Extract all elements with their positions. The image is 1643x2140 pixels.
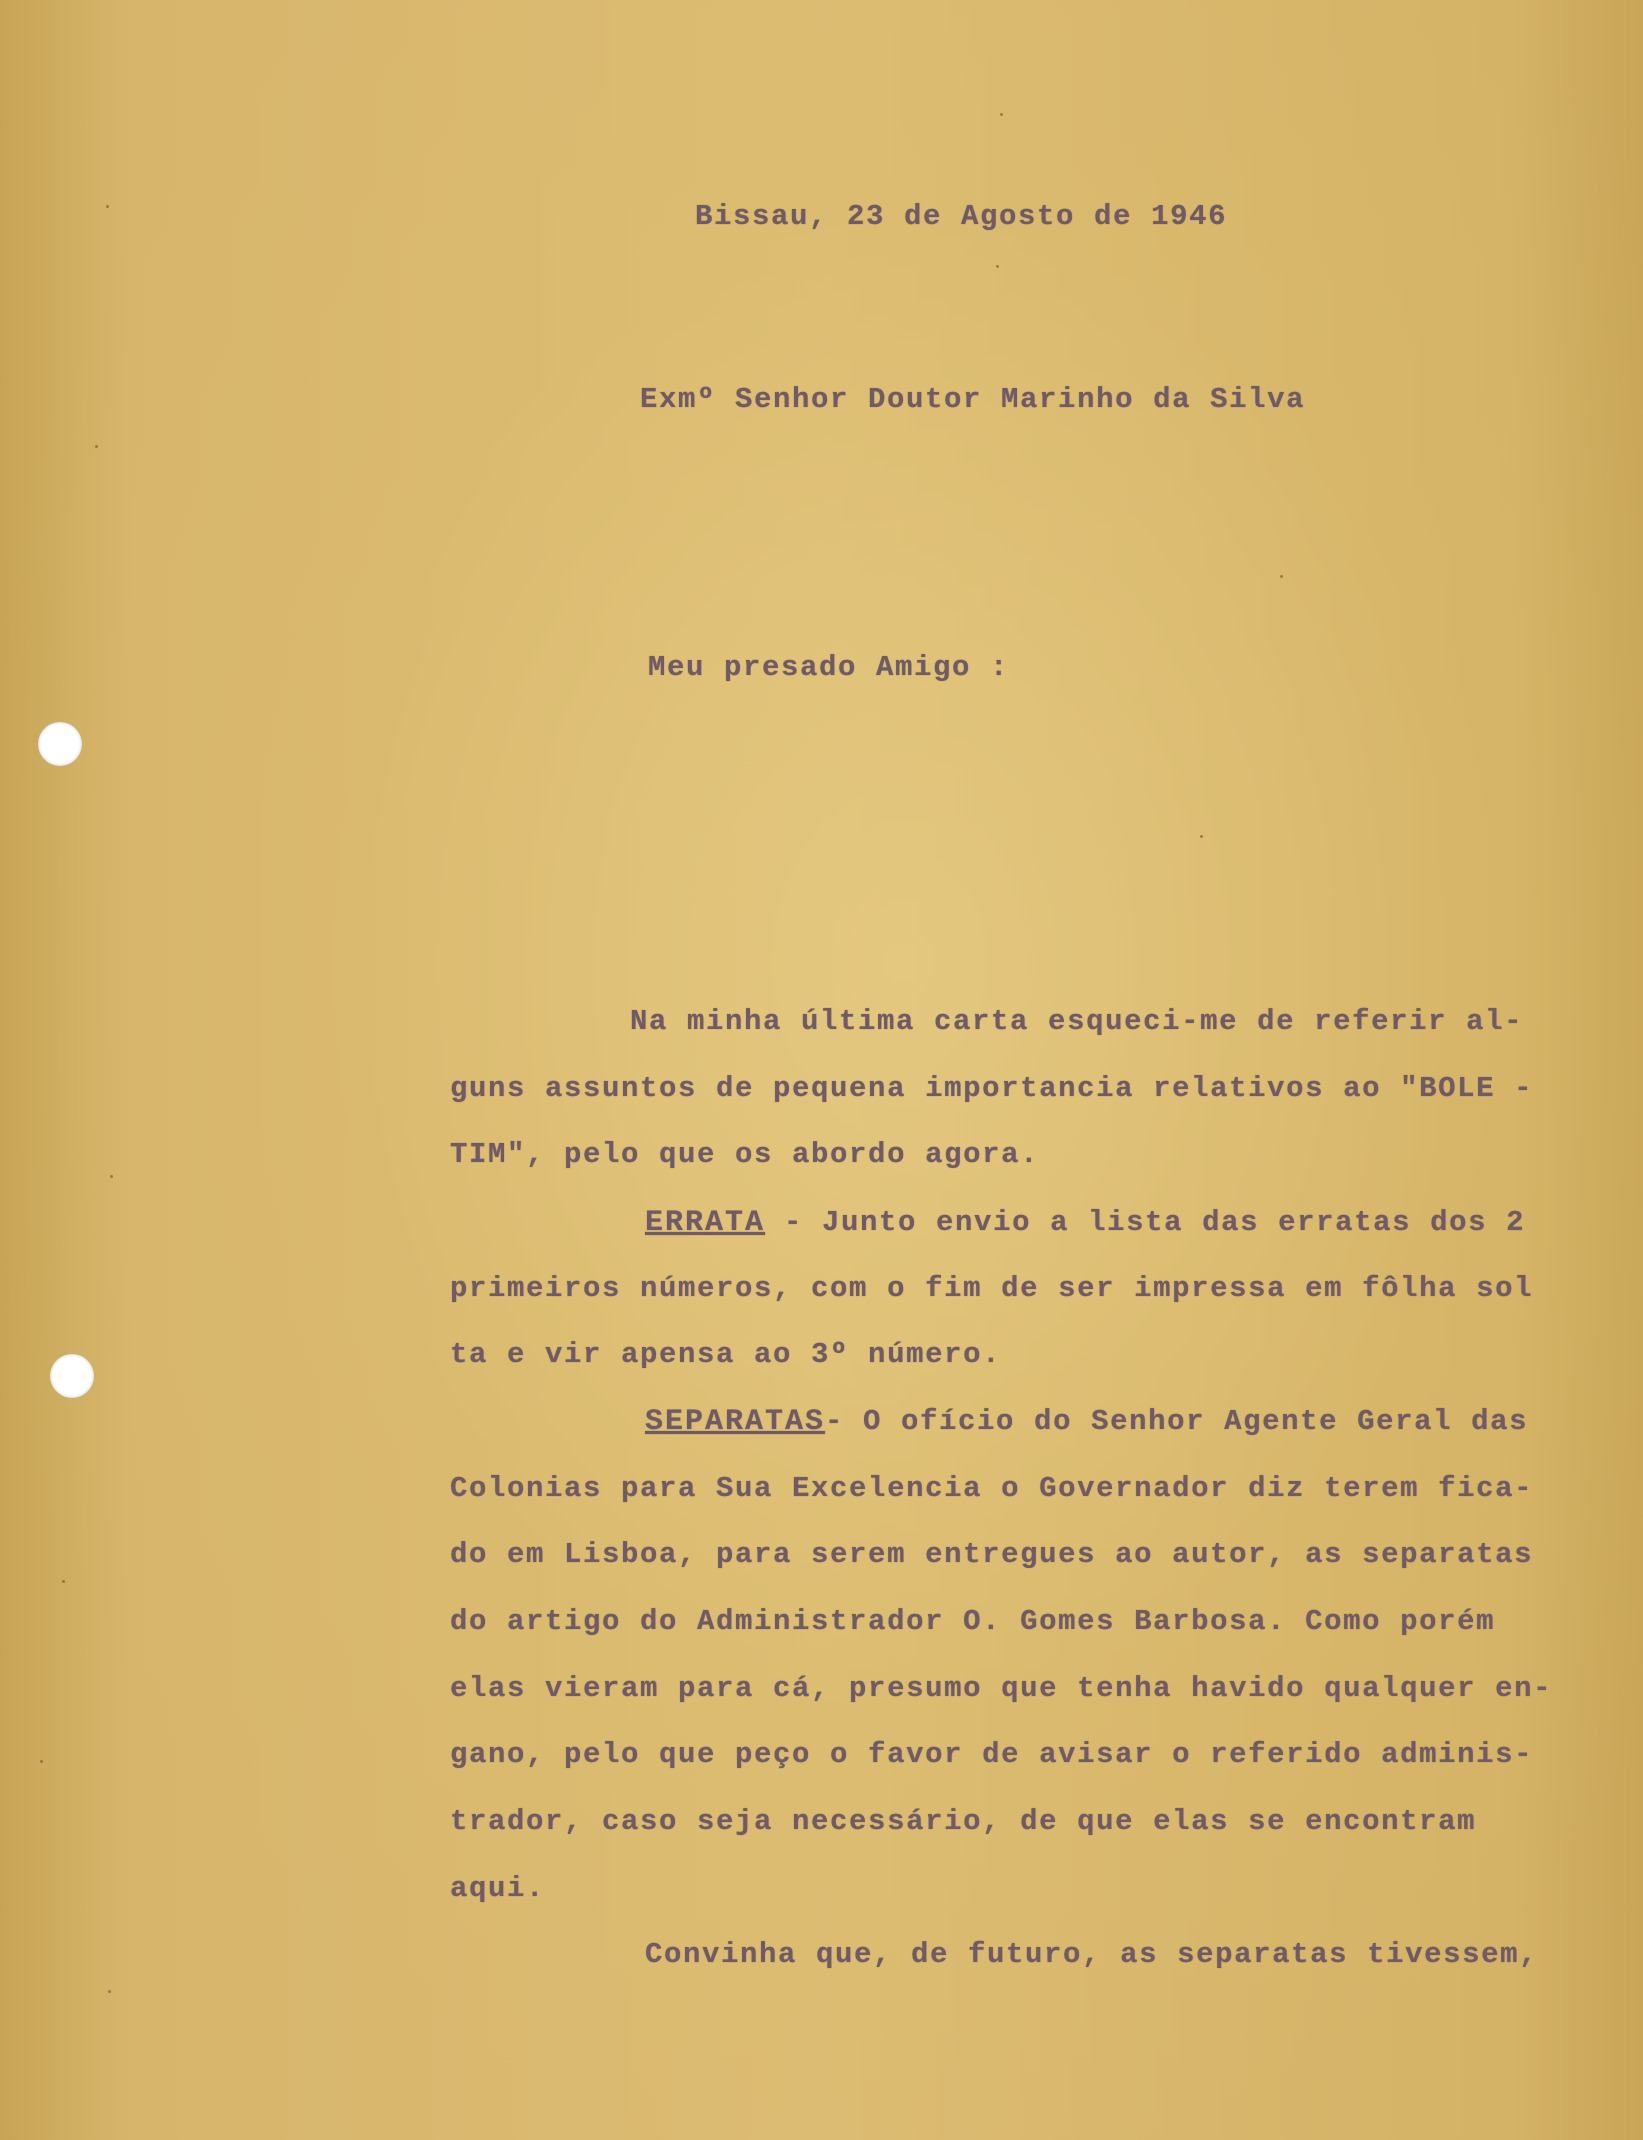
paragraph-line: TIM", pelo que os abordo agora.	[450, 1138, 1040, 1171]
paragraph-line: aqui.	[450, 1872, 546, 1905]
errata-first-line	[645, 1206, 1525, 1240]
paragraph-line: trador, caso seja necessário, de que elas se encontram	[450, 1805, 1477, 1838]
punch-hole-bottom	[50, 1354, 94, 1398]
punch-hole-top	[38, 722, 82, 766]
paragraph-line: Na minha última carta esqueci-me de referir al-	[630, 1005, 1524, 1038]
paragraph-line: do artigo do Administrador O. Gomes Barbosa. Como porém	[450, 1605, 1496, 1638]
paper-speck	[1200, 835, 1203, 838]
paper-speck	[108, 1990, 111, 1993]
paragraph-line: elas vieram para cá, presumo que tenha havido qualquer en-	[450, 1672, 1553, 1705]
paragraph-line: gano, pelo que peço o favor de avisar o referido adminis-	[450, 1738, 1534, 1771]
paper-speck	[106, 205, 109, 208]
paper-speck	[1280, 575, 1283, 578]
paragraph-line: Colonias para Sua Excelencia o Governador diz terem fica-	[450, 1472, 1534, 1505]
paper-speck	[1000, 113, 1003, 116]
errata-heading: ERRATA	[645, 1206, 766, 1240]
paper-speck	[996, 265, 999, 268]
separatas-heading: SEPARATAS	[645, 1405, 826, 1439]
paragraph-line: ta e vir apensa ao 3º número.	[450, 1338, 1002, 1371]
errata-text: - Junto envio a lista das erratas dos 2	[765, 1206, 1526, 1239]
paper-speck	[62, 1580, 65, 1583]
date-line: Bissau, 23 de Agosto de 1946	[695, 200, 1228, 233]
paragraph-line: do em Lisboa, para serem entregues ao autor, as separatas	[450, 1538, 1534, 1571]
paper-speck	[95, 445, 98, 448]
paragraph-line: guns assuntos de pequena importancia relativos ao "BOLE -	[450, 1072, 1534, 1105]
separatas-first-line	[645, 1405, 1528, 1439]
paragraph-line: primeiros números, com o fim de ser impressa em fôlha sol	[450, 1272, 1534, 1305]
paper-speck	[110, 1175, 113, 1178]
salutation-line: Meu presado Amigo :	[648, 651, 1010, 684]
paper-speck	[40, 1760, 43, 1763]
separatas-text: - O ofício do Senhor Agente Geral das	[825, 1405, 1529, 1438]
addressee-line: Exmº Senhor Doutor Marinho da Silva	[640, 383, 1306, 416]
paragraph-line: Convinha que, de futuro, as separatas tivessem,	[645, 1938, 1539, 1971]
